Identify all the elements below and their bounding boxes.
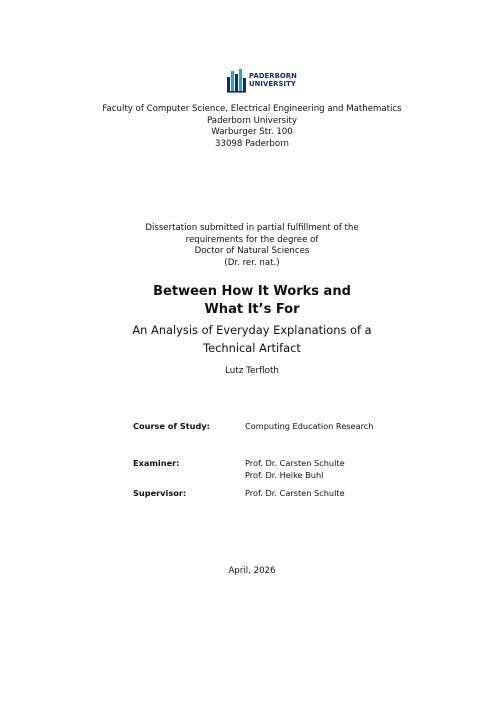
examiner-2: Prof. Dr. Heike Buhl: [245, 470, 324, 480]
title-line-2: What It’s For: [204, 301, 300, 317]
university-name: Paderborn University: [207, 115, 297, 126]
dissertation-line-3: Doctor of Natural Sciences: [194, 246, 310, 257]
subtitle-line-2: Technical Artifact: [203, 341, 301, 355]
course-value: Computing Education Research: [245, 421, 374, 431]
dissertation-statement: [0, 223, 504, 269]
course-label: Course of Study:: [133, 421, 210, 431]
subtitle-line-1: An Analysis of Everyday Explanations of a: [132, 323, 372, 337]
logo-line-1: PADERBORN: [249, 72, 297, 80]
logo-line-2: UNIVERSITY: [249, 80, 296, 88]
author-name: Lutz Terfloth: [224, 366, 280, 376]
thesis-subtitle: [0, 321, 504, 357]
street-address: Warburger Str. 100: [211, 127, 293, 138]
title-line-1: Between How It Works and: [153, 284, 351, 299]
submission-date: April, 2026: [228, 566, 276, 576]
logo-wordmark: [249, 72, 297, 88]
dissertation-line-4: (Dr. rer. nat.): [224, 257, 280, 268]
supervisor-value: Prof. Dr. Carsten Schulte: [245, 488, 345, 498]
examiner-1: Prof. Dr. Carsten Schulte: [245, 458, 345, 468]
paderborn-logo-icon: [226, 68, 248, 94]
dissertation-line-2: requirements for the degree of: [185, 234, 319, 245]
supervisor-label: Supervisor:: [133, 488, 187, 498]
university-logo: [226, 68, 306, 94]
institution-address: [0, 104, 504, 150]
examiner-label: Examiner:: [133, 458, 180, 468]
thesis-title: [0, 283, 504, 318]
dissertation-line-1: Dissertation submitted in partial fulfillment of the: [145, 223, 359, 233]
faculty-name: Faculty of Computer Science, Electrical Engineering and Mathematics: [102, 104, 402, 114]
city-address: 33098 Paderborn: [215, 138, 289, 149]
